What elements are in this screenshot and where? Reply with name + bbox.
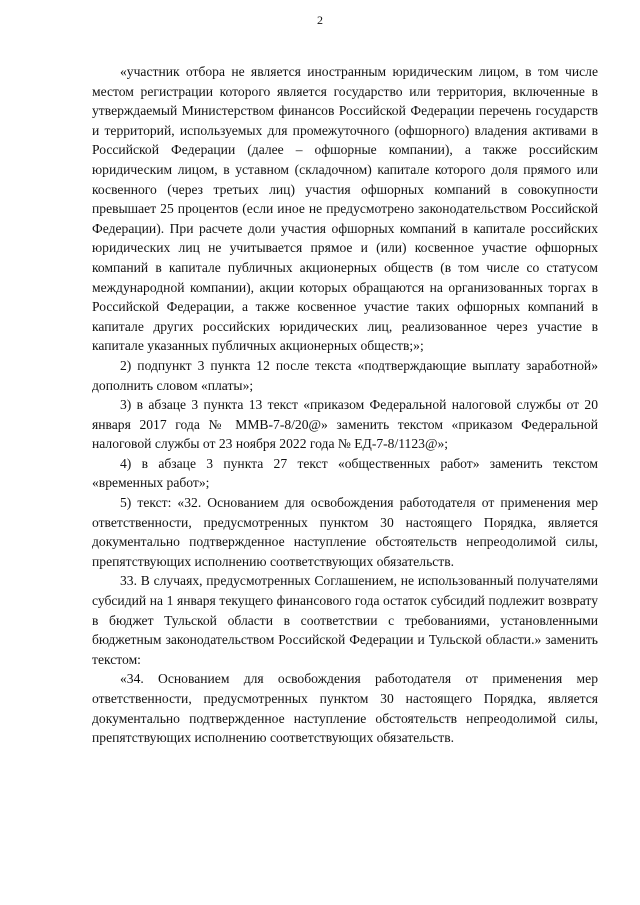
paragraph-point-33: 33. В случаях, предусмотренных Соглашением, не использованный получателями субсидий на 1 января текущего финансового года остаток субсидий подлежит возврату в бюджет Тульской области в соответствии с требованиями, установленными бюджетным законодательством Российской Федерации и Тульской области.» заменить текстом:	[92, 573, 598, 667]
paragraph-item-2: 2) подпункт 3 пункта 12 после текста «подтверждающие выплату заработной» дополнить словом «платы»;	[92, 357, 598, 393]
paragraph-item-3: 3) в абзаце 3 пункта 13 текст «приказом Федеральной налоговой службы от 20 января 2017 года № ММВ-7-8/20@» заменить текстом «приказом Федеральной налоговой службы от 23 ноября 2022 года № ЕД-7-8/1123@»;	[92, 397, 598, 452]
paragraph-item-5: 5) текст: «32. Основанием для освобождения работодателя от применения мер ответственности, предусмотренных пунктом 30 настоящего Порядка, является документально подтвержденное наступление обстоятельств непреодолимой силы, препятствующих исполнению соответствующих обязательств.	[92, 495, 598, 569]
page-number: 2	[317, 13, 323, 27]
paragraph-point-34: «34. Основанием для освобождения работодателя от применения мер ответственности, предусмотренных пунктом 30 настоящего Порядка, является документально подтвержденное наступление обстоятельств непреодолимой силы, препятствующих исполнению соответствующих обязательств.	[92, 671, 598, 746]
document-body	[92, 62, 598, 748]
paragraph-offshore-condition: «участник отбора не является иностранным юридическим лицом, в том числе местом регистрации которого является государство или территория, включенные в утверждаемый Министерством финансов Российской Федерации перечень государств и территорий, используемых для промежуточного (офшорного) владения активами в Российской Федерации (далее – офшорные компании), а также российским юридическим лицом, в уставном (складочном) капитале которого доля прямого или косвенного (через третьих лиц) участия офшорных компаний в совокупности превышает 25 процентов (если иное не предусмотрено законодательством Российской Федерации). При расчете доли участия офшорных компаний в капитале российских юридических лиц не учитывается прямое и (или) косвенное участие офшорных компаний в капитале публичных акционерных обществ (в том числе со статусом международной компании), акции которых обращаются на организованных торгах в Российской Федерации, а также косвенное участие таких офшорных компаний в капитале других российских юридических лиц, реализованное через участие в капитале указанных публичных акционерных обществ;»;	[92, 64, 598, 354]
paragraph-item-4: 4) в абзаце 3 пункта 27 текст «общественных работ» заменить текстом «временных работ»;	[92, 455, 598, 491]
